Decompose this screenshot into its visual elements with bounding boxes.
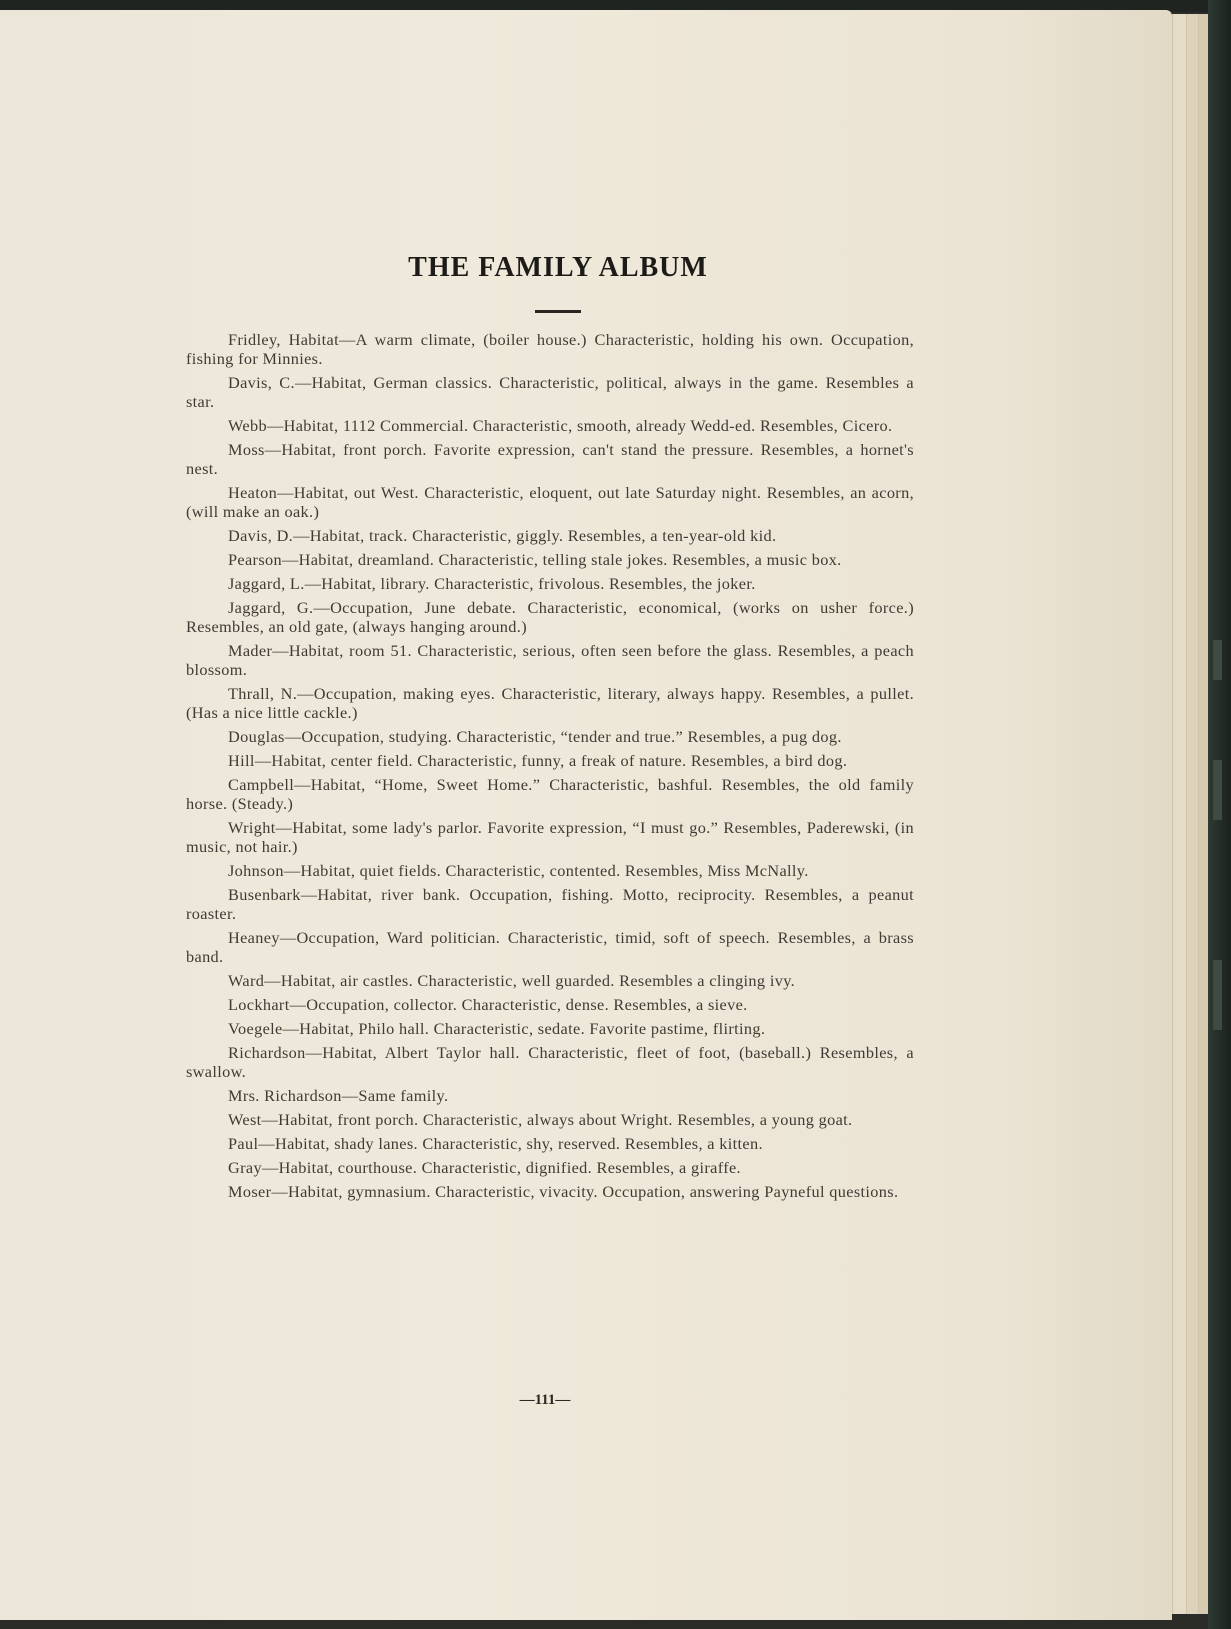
entry-paragraph: Davis, C.—Habitat, German classics. Characteristic, political, always in the game. Resembles a star. [186,373,914,411]
entry-paragraph: Busenbark—Habitat, river bank. Occupation, fishing. Motto, reciprocity. Resembles, a peanut roaster. [186,885,914,923]
cover-tab [1213,960,1222,1030]
page-edge-leaf [1172,14,1187,1614]
entry-paragraph: Heaney—Occupation, Ward politician. Characteristic, timid, soft of speech. Resembles, a brass band. [186,928,914,966]
entry-paragraph: Voegele—Habitat, Philo hall. Characteristic, sedate. Favorite pastime, flirting. [228,1019,766,1038]
entry-list [186,330,914,1206]
entry-paragraph: Hill—Habitat, center field. Characteristic, funny, a freak of nature. Resembles, a bird dog. [228,751,848,770]
entry-paragraph: Thrall, N.—Occupation, making eyes. Characteristic, literary, always happy. Resembles, a pullet. (Has a nice little cackle.) [186,684,914,722]
entry-paragraph: Gray—Habitat, courthouse. Characteristic, dignified. Resembles, a giraffe. [228,1158,741,1177]
entry-paragraph: Jaggard, L.—Habitat, library. Characteristic, frivolous. Resembles, the joker. [228,574,756,593]
cover-tab [1213,640,1222,680]
entry-paragraph: Heaton—Habitat, out West. Characteristic, eloquent, out late Saturday night. Resembles, an acorn, (will make an oak.) [186,483,914,521]
title-rule [535,310,581,313]
entry-paragraph: Moser—Habitat, gymnasium. Characteristic, vivacity. Occupation, answering Payneful questions. [228,1182,899,1201]
entry-paragraph: Jaggard, G.—Occupation, June debate. Characteristic, economical, (works on usher force.) Resembles, an old gate, (always hanging around.) [186,598,914,636]
entry-paragraph: Campbell—Habitat, “Home, Sweet Home.” Characteristic, bashful. Resembles, the old family horse. (Steady.) [186,775,914,813]
entry-paragraph: Moss—Habitat, front porch. Favorite expression, can't stand the pressure. Resembles, a hornet's nest. [186,440,914,478]
entry-paragraph: Johnson—Habitat, quiet fields. Characteristic, contented. Resembles, Miss McNally. [228,861,809,880]
page-title: THE FAMILY ALBUM [408,252,708,283]
cover-tab [1213,760,1222,820]
entry-paragraph: Richardson—Habitat, Albert Taylor hall. Characteristic, fleet of foot, (baseball.) Resembles, a swallow. [186,1043,914,1081]
entry-paragraph: Mader—Habitat, room 51. Characteristic, serious, often seen before the glass. Resembles, a peach blossom. [186,641,914,679]
entry-paragraph: Mrs. Richardson—Same family. [228,1086,449,1105]
entry-paragraph: Fridley, Habitat—A warm climate, (boiler house.) Characteristic, holding his own. Occupation, fishing for Minnies. [186,330,914,368]
entry-paragraph: Pearson—Habitat, dreamland. Characteristic, telling stale jokes. Resembles, a music box. [228,550,842,569]
entry-paragraph: Webb—Habitat, 1112 Commercial. Characteristic, smooth, already Wedd-ed. Resembles, Cicero. [228,416,893,435]
entry-paragraph: Davis, D.—Habitat, track. Characteristic, giggly. Resembles, a ten-year-old kid. [228,526,777,545]
page-number: —111— [519,1392,571,1408]
entry-paragraph: Douglas—Occupation, studying. Characteristic, “tender and true.” Resembles, a pug dog. [228,727,842,746]
entry-paragraph: Wright—Habitat, some lady's parlor. Favorite expression, “I must go.” Resembles, Paderewski, (in music, not hair.) [186,818,914,856]
entry-paragraph: West—Habitat, front porch. Characteristic, always about Wright. Resembles, a young goat. [228,1110,853,1129]
entry-paragraph: Lockhart—Occupation, collector. Characteristic, dense. Resembles, a sieve. [228,995,748,1014]
entry-paragraph: Ward—Habitat, air castles. Characteristic, well guarded. Resembles a clinging ivy. [228,971,796,990]
entry-paragraph: Paul—Habitat, shady lanes. Characteristic, shy, reserved. Resembles, a kitten. [228,1134,763,1153]
